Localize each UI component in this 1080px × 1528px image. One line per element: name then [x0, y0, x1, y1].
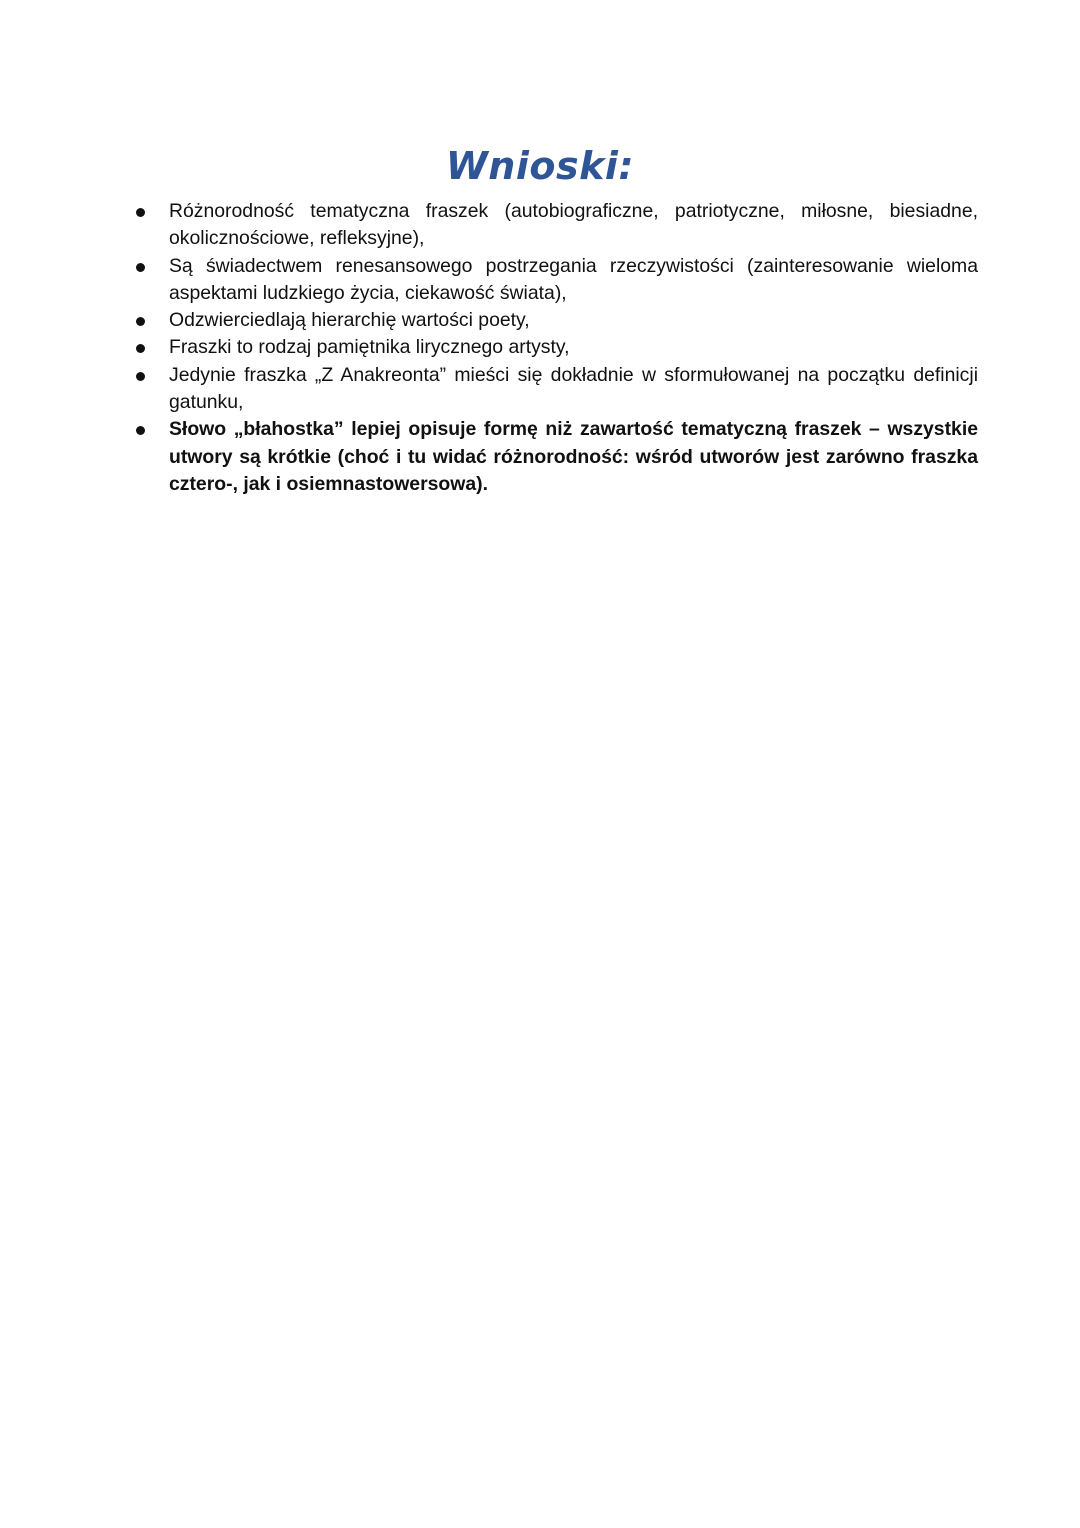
bullet-icon: [136, 263, 145, 272]
list-item: [136, 334, 978, 361]
list-item-text: Słowo „błahostka” lepiej opisuje formę niż zawartość tematyczną fraszek – wszystkie utwory są krótkie (choć i tu widać różnorodność: wśród utworów jest zarówno fraszka cztero-, jak i osiemnastowersowa).: [169, 418, 978, 495]
list-item-text: Są świadectwem renesansowego postrzegania rzeczywistości (zainteresowanie wieloma aspektami ludzkiego życia, ciekawość świata),: [169, 254, 978, 304]
list-item-bold: [136, 416, 978, 498]
bullet-icon: [136, 317, 145, 326]
list-item-text: Odzwierciedlają hierarchię wartości poety,: [169, 309, 530, 332]
conclusions-list: [136, 198, 978, 498]
bullet-icon: [136, 208, 145, 217]
list-item-text: Różnorodność tematyczna fraszek (autobiograficzne, patriotyczne, miłosne, biesiadne, okolicznościowe, refleksyjne),: [169, 200, 978, 250]
list-item: [136, 253, 978, 308]
list-item: [136, 307, 978, 334]
page-title: Wnioski:: [445, 144, 635, 188]
list-item-text: Jedynie fraszka „Z Anakreonta” mieści się dokładnie w sformułowanej na początku definicji gatunku,: [169, 363, 978, 414]
bullet-icon: [136, 426, 145, 435]
bullet-icon: [136, 372, 145, 381]
list-item-text: Fraszki to rodzaj pamiętnika lirycznego artysty,: [169, 336, 570, 359]
list-item: [136, 362, 978, 417]
list-item: [136, 198, 978, 253]
bullet-icon: [136, 344, 145, 353]
